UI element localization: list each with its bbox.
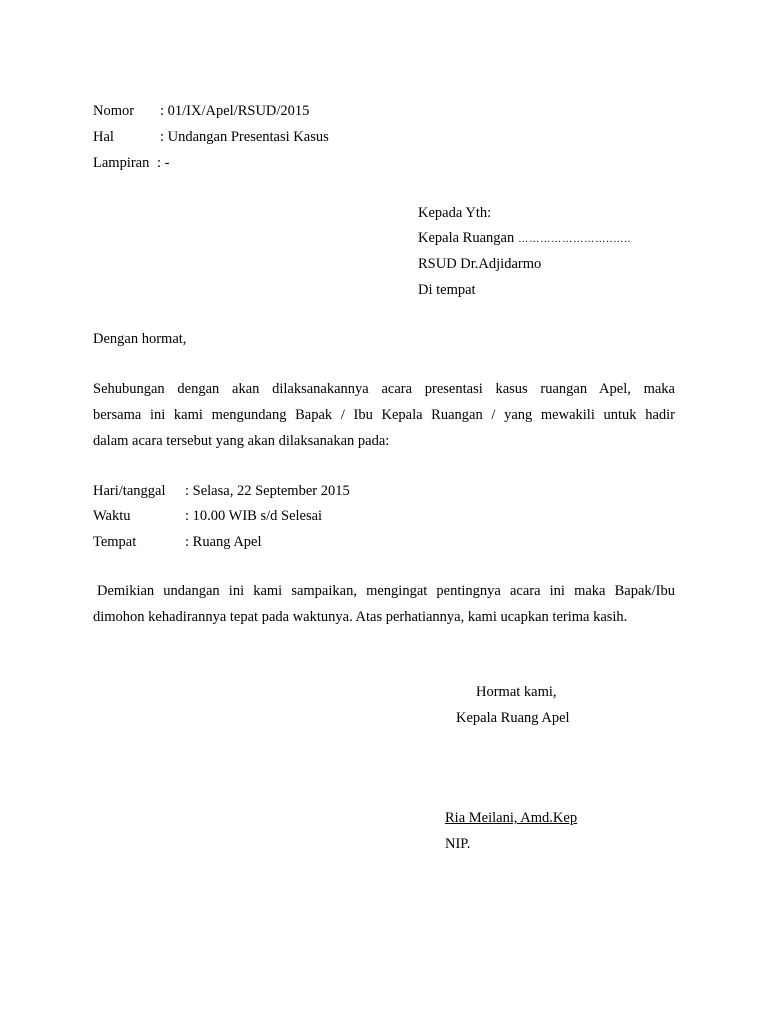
hal-value: : Undangan Presentasi Kasus [160,129,329,145]
tempat-value: : Ruang Apel [185,534,262,550]
lampiran-value: : - [157,155,170,171]
recipient-line-2 [418,231,631,246]
closing-line-1: Demikian undangan ini kami sampaikan, mengingat pentingnya acara ini maka Bapak/Ibu [97,584,675,599]
hari-label: Hari/tanggal [93,483,166,499]
lampiran-label: Lampiran [93,155,150,171]
tempat-label: Tempat [93,534,137,550]
signature-position: Kepala Ruang Apel [456,710,570,726]
hari-value: : Selasa, 22 September 2015 [185,483,350,499]
body-line-2: bersama ini kami mengundang Bapak / Ibu Kepala Ruangan / yang mewakili untuk hadir [93,408,675,423]
body-line-1: Sehubungan dengan akan dilaksanakannya acara presentasi kasus ruangan Apel, maka [93,382,675,397]
waktu-label: Waktu [93,508,131,524]
nomor-value: : 01/IX/Apel/RSUD/2015 [160,103,310,119]
recipient-line-4: Di tempat [418,282,476,298]
nomor-label: Nomor [93,103,135,119]
closing-line-2: dimohon kehadirannya tepat pada waktunya. Atas perhatiannya, kami ucapkan terima kasih. [93,610,628,625]
signature-greeting: Hormat kami, [476,684,557,700]
salutation: Dengan hormat, [93,331,187,347]
hal-label: Hal [93,129,114,145]
recipient-title: Kepala Ruangan [418,230,515,246]
recipient-dots: ……………………..….. [518,234,632,245]
recipient-line-3: RSUD Dr.Adjidarmo [418,256,542,272]
signature-nip: NIP. [445,836,471,852]
body-line-3: dalam acara tersebut yang akan dilaksanakan pada: [93,434,390,449]
signature-name: Ria Meilani, Amd.Kep [445,810,578,826]
recipient-line-1: Kepada Yth: [418,205,492,221]
waktu-value: : 10.00 WIB s/d Selesai [185,508,323,524]
